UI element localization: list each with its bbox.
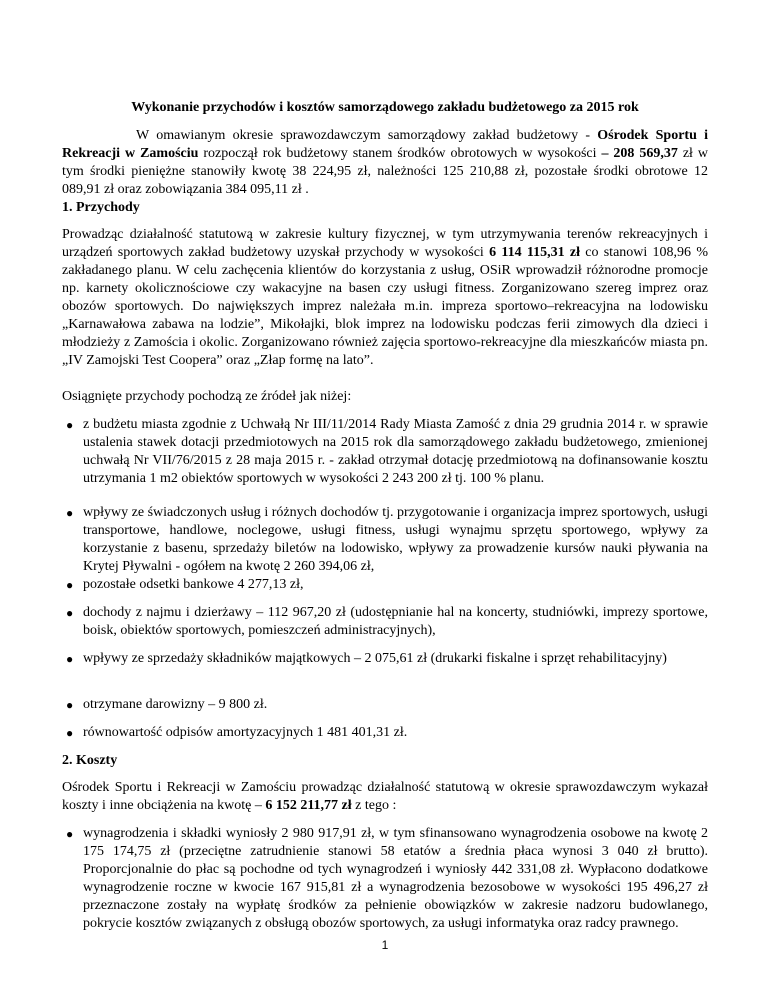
bullet-icon: ● <box>66 827 74 841</box>
revenue-total: 6 114 115,31 zł <box>489 245 580 260</box>
section-heading-revenue: 1. Przychody <box>62 200 140 215</box>
revenue-sources-intro: Osiągnięte przychody pochodzą ze źródeł jak niżej: <box>62 389 352 404</box>
bullet-icon: ● <box>66 698 74 712</box>
bullet-icon: ● <box>66 506 74 520</box>
page-number: 1 <box>381 938 389 952</box>
bullet-icon: ● <box>66 726 74 740</box>
list-item: ● wynagrodzenia i składki wyniosły 2 980 917,91 zł, w tym sfinansowano wynagrodzenia osobowe na kwotę 2 175 174,75 zł (przeciętne zatrudnienie stanowi 58 etatów a średnia płaca wynosi 3 040 zł brutto). Proporcjonalnie do płac są pochodne od tych wynagrodzeń i wyniosły 442 331,08 zł. Wypłacono dodatkowe wynagrodzenie roczne w kwocie 167 915,81 zł a wynagrodzenia bezosobowe w wysokości 195 496,27 zł przeznaczone zostały na wypłatę środków za pełnienie obowiązków w zakresie nadzoru budowlanego, pokrycie kosztów związanych z obsługą obozów sportowych, za usługi informatyka oraz radcy prawnego. <box>66 826 708 931</box>
list-item: ● wpływy ze świadczonych usług i różnych dochodów tj. przygotowanie i organizacja imprez sportowych, usługi transportowe, handlowe, noclegowe, usługi fitness, usługi wynajmu sprzętu sportowego, wpływy za korzystanie z basenu, sprzedaży biletów na lodowisko, wpływy za prowadzenie kursów nauki pływania na Krytej Pływalni - ogółem na kwotę 2 260 394,06 zł, <box>66 505 708 574</box>
document-title: Wykonanie przychodów i kosztów samorządowego zakładu budżetowego za 2015 rok <box>131 100 639 115</box>
list-item: ● z budżetu miasta zgodnie z Uchwałą Nr III/11/2014 Rady Miasta Zamość z dnia 29 grudnia 2014 r. w sprawie ustalenia stawek dotacji przedmiotowych na 2015 rok dla samorządowego zakładu budżetowego, zmienionej uchwałą Nr VII/76/2015 z 28 maja 2015 r. - zakład otrzymał dotację przedmiotową na dofinansowanie kosztu utrzymania 1 m2 obiektów sportowych w wysokości 2 243 200 zł tj. 100 % planu. <box>66 417 708 486</box>
costs-paragraph: Ośrodek Sportu i Rekreacji w Zamościu prowadząc działalność statutową w okresie sprawozdawczym wykazał koszty i inne obciążenia na kwotę – 6 152 211,77 zł z tego : <box>62 780 708 813</box>
opening-balance: – 208 569,37 <box>601 146 678 161</box>
list-item: ● dochody z najmu i dzierżawy – 112 967,20 zł (udostępnianie hal na koncerty, studniówki, imprezy sportowe, boisk, obiektów sportowych, pomieszczeń administracyjnych), <box>66 605 708 638</box>
list-item: ● pozostałe odsetki bankowe 4 277,13 zł, <box>66 577 304 592</box>
bullet-icon: ● <box>66 606 74 620</box>
bullet-icon: ● <box>66 418 74 432</box>
list-item: ● równowartość odpisów amortyzacyjnych 1 481 401,31 zł. <box>66 725 408 740</box>
list-item: ● otrzymane darowizny – 9 800 zł. <box>66 697 268 712</box>
costs-total: 6 152 211,77 zł <box>265 798 352 813</box>
intro-paragraph: W omawianym okresie sprawozdawczym samorządowy zakład budżetowy - Ośrodek Sportu i Rekreacji w Zamościu rozpoczął rok budżetowy stanem środków obrotowych w wysokości – 208 569,37 zł w tym środki pieniężne stanowiły kwotę 38 224,95 zł, należności 125 210,88 zł, pozostałe środki obrotowe 12 089,91 zł oraz zobowiązania 384 095,11 zł . <box>62 128 708 197</box>
institution-name: Ośrodek Sportu i Rekreacji w Zamościu <box>62 128 708 161</box>
section-heading-costs: 2. Koszty <box>62 753 118 768</box>
bullet-icon: ● <box>66 578 74 592</box>
revenue-paragraph: Prowadząc działalność statutową w zakresie kultury fizycznej, w tym utrzymywania terenów rekreacyjnych i urządzeń sportowych zakład budżetowy uzyskał przychody w wysokości 6 114 115,31 zł co stanowi 108,96 % zakładanego planu. W celu zachęcenia klientów do korzystania z usług, OSiR wprowadził różnorodne promocje np. karnety okolicznościowe czy wakacyjne na basen czy usługi fitness. Zorganizowano szereg imprez oraz obozów sportowych. Do największych imprez należała m.in. impreza sportowo–rekreacyjna na lodowisku „Karnawałowa zabawa na lodzie”, Mikołajki, blok imprez na lodowisku podczas ferii zimowych dla dzieci i młodzieży z Zamościa i okolic. Zorganizowano również zajęcia sportowo-rekreacyjne dla mieszkańców miasta pn. „IV Zamojski Test Coopera” oraz „Złap formę na lato”. <box>62 227 708 368</box>
list-item: ● wpływy ze sprzedaży składników majątkowych – 2 075,61 zł (drukarki fiskalne i sprzęt rehabilitacyjny) <box>66 651 667 666</box>
bullet-icon: ● <box>66 652 74 666</box>
